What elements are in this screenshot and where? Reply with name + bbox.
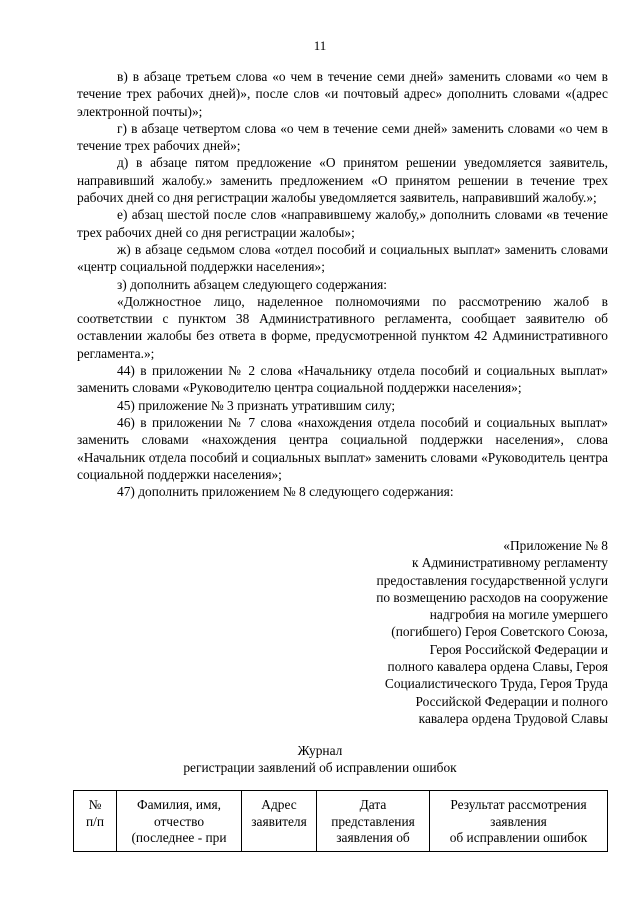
paragraph-45: 45) приложение № 3 признать утратившим силу; xyxy=(117,397,396,413)
appendix-line: надгробия на могиле умершего xyxy=(429,607,608,623)
appendix-heading xyxy=(308,537,608,727)
header-number xyxy=(74,791,117,852)
paragraph-44: 44) в приложении № 2 слова «Начальнику отдела пособий и социальных выплат» заменить словами «Руководителю центра социальной поддержки населения»; xyxy=(77,363,608,396)
appendix-line: полного кавалера ордена Славы, Героя xyxy=(387,659,608,675)
journal-heading xyxy=(0,742,640,777)
header-text: отчество xyxy=(153,813,205,829)
amendment-text xyxy=(77,68,608,500)
paragraph-e: е) абзац шестой после слов «направившему жалобу,» дополнить словами «в течение трех рабочих дней со дня регистрации жалобы»; xyxy=(77,207,608,240)
header-text: заявления об xyxy=(336,830,410,845)
header-text: (последнее - при xyxy=(131,830,227,845)
header-text: Адрес xyxy=(261,797,297,812)
appendix-line: предоставления государственной услуги xyxy=(376,572,608,588)
paragraph-z: з) дополнить абзацем следующего содержания: xyxy=(117,276,388,292)
paragraph-46: 46) в приложении № 7 слова «нахождения отдела пособий и социальных выплат» заменить словами «нахождения центра социальной поддержки населения», слова «Начальник отдела пособий и социальных выплат» заменить словами «Руководитель центра социальной поддержки населения»; xyxy=(77,414,608,482)
page-bottom-margin xyxy=(0,855,640,905)
paragraph-d: д) в абзаце пятом предложение «О принятом решении уведомляется заявитель, направивший жалобу.» заменить предложением «О принятом решении в течение трех рабочих дней со дня регистрации жалобы уведомляется заявитель, направивший жалобу.»; xyxy=(77,155,608,206)
header-text: Фамилия, имя, xyxy=(136,797,221,812)
appendix-line: (погибшего) Героя Советского Союза, xyxy=(391,624,608,640)
header-text: представления xyxy=(331,813,415,829)
header-address xyxy=(242,791,317,852)
appendix-line: Социалистического Труда, Героя Труда xyxy=(384,676,608,692)
header-text: Дата xyxy=(359,797,387,812)
header-date xyxy=(317,791,430,852)
journal-table xyxy=(73,790,608,852)
paragraph-g: г) в абзаце четвертом слова «о чем в течение семи дней» заменить словами «о чем в течение трех рабочих дней»; xyxy=(77,120,608,154)
appendix-line: кавалера ордена Трудовой Славы xyxy=(418,710,608,726)
paragraph-v: в) в абзаце третьем слова «о чем в течение семи дней» заменить словами «о чем в течение трех рабочих дней)», после слов «и почтовый адрес» дополнить словами «(адрес электронной почты)»; xyxy=(77,69,608,119)
page-number: 11 xyxy=(313,38,327,53)
journal-title: Журнал xyxy=(297,743,343,758)
appendix-line: «Приложение № 8 xyxy=(503,538,608,553)
journal-subtitle: регистрации заявлений об исправлении ошибок xyxy=(183,760,457,776)
header-full-name xyxy=(117,791,242,852)
header-text: п/п xyxy=(85,813,105,829)
paragraph-quote: «Должностное лицо, наделенное полномочиями по рассмотрению жалоб в соответствии с пунктом 38 Административного регламента, сообщает заявителю об оставлении жалобы без ответа в форме, предусмотренной пунктом 42 Административного регламента.»; xyxy=(77,293,608,361)
header-text: заявления xyxy=(490,813,547,829)
table-header-row xyxy=(74,791,608,852)
paragraph-zh: ж) в абзаце седьмом слова «отдел пособий и социальных выплат» заменить словами «центр социальной поддержки населения»; xyxy=(77,241,608,275)
appendix-line: по возмещению расходов на сооружение xyxy=(376,589,608,605)
paragraph-47: 47) дополнить приложением № 8 следующего содержания: xyxy=(117,484,454,500)
header-text: об исправлении ошибок xyxy=(449,830,588,845)
header-text: Результат рассмотрения xyxy=(450,797,587,812)
appendix-line: Героя Российской Федерации и xyxy=(429,641,608,657)
header-text: заявителя xyxy=(251,813,307,829)
appendix-line: к Административному регламенту xyxy=(411,555,608,571)
appendix-line: Российской Федерации и полного xyxy=(415,693,608,709)
header-text: № xyxy=(88,797,102,812)
header-result xyxy=(430,791,608,852)
